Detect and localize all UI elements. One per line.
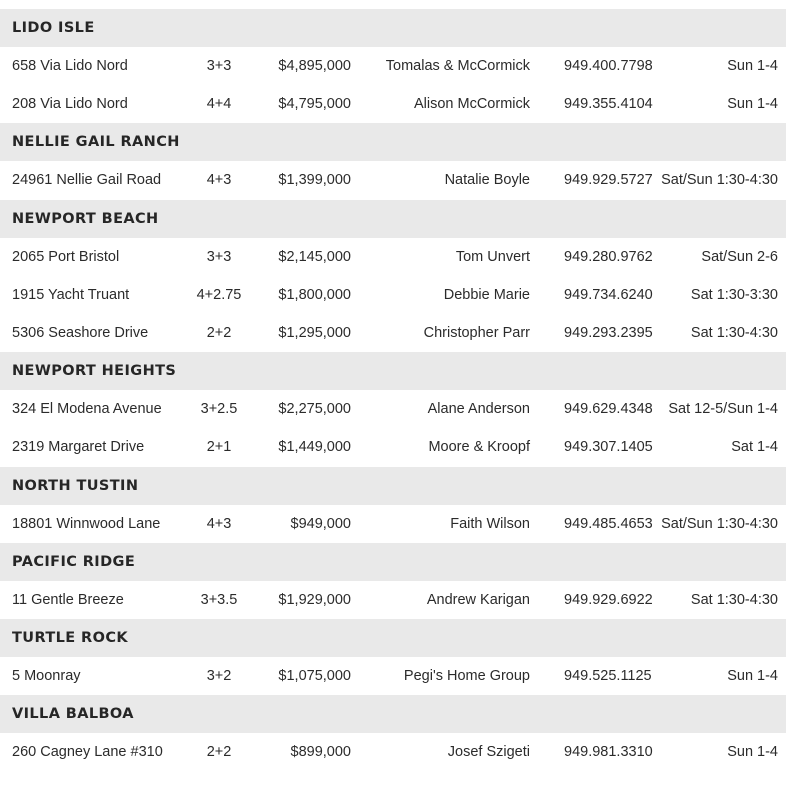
section-header: PACIFIC RIDGE [0,543,786,581]
listing-row [0,161,786,199]
phone: 949.400.7798 [564,58,653,75]
price: $2,275,000 [278,401,351,418]
address: 260 Cagney Lane #310 [12,744,163,761]
agent: Josef Szigeti [447,744,530,761]
bed-bath: 4+3 [206,515,232,532]
address: 11 Gentle Breeze [12,591,124,608]
listing-row [0,581,786,619]
agent: Moore & Kroopf [428,439,530,456]
price: $1,449,000 [278,439,351,456]
price: $1,399,000 [278,172,351,189]
bed-bath: 2+2 [206,325,232,342]
agent: Alane Anderson [427,401,530,418]
listing-row [0,390,786,428]
agent: Andrew Karigan [426,591,530,608]
agent: Debbie Marie [443,286,530,303]
bed-bath: 3+3 [206,248,232,265]
agent: Natalie Boyle [444,172,530,189]
listing-row [0,276,786,314]
listing-row [0,47,786,85]
open-time: Sun 1-4 [727,58,778,75]
bed-bath: 4+3 [206,172,232,189]
open-time: Sat 1-4 [731,439,778,456]
address: 18801 Winnwood Lane [12,515,161,532]
address: 1915 Yacht Truant [12,286,130,303]
price: $4,795,000 [278,96,351,113]
open-time: Sun 1-4 [727,667,778,684]
agent: Pegi's Home Group [403,667,530,684]
open-time: Sat/Sun 1:30-4:30 [661,515,778,532]
phone: 949.485.4653 [564,515,653,532]
phone: 949.525.1125 [564,667,652,684]
address: 24961 Nellie Gail Road [12,172,162,189]
price: $1,800,000 [278,286,351,303]
bed-bath: 3+3 [206,58,232,75]
listing-row [0,505,786,543]
open-time: Sun 1-4 [727,744,778,761]
address: 2065 Port Bristol [12,248,120,265]
address: 324 El Modena Avenue [12,401,162,418]
bed-bath: 3+3.5 [200,591,238,608]
phone: 949.929.6922 [564,591,653,608]
phone: 949.280.9762 [564,248,653,265]
open-time: Sat/Sun 1:30-4:30 [661,172,778,189]
address: 658 Via Lido Nord [12,58,128,75]
price: $1,075,000 [278,667,351,684]
listing-row [0,428,786,466]
section-header: NELLIE GAIL RANCH [0,123,786,161]
price: $949,000 [290,515,351,532]
section-header: VILLA BALBOA [0,695,786,733]
open-time: Sat 1:30-3:30 [690,286,778,303]
price: $1,929,000 [278,591,351,608]
open-time: Sat 1:30-4:30 [690,325,778,342]
price: $899,000 [290,744,351,761]
open-time: Sat 12-5/Sun 1-4 [668,401,778,418]
address: 208 Via Lido Nord [12,96,128,113]
bed-bath: 3+2.5 [200,401,238,418]
bed-bath: 3+2 [206,667,232,684]
agent: Alison McCormick [413,96,530,113]
bed-bath: 4+2.75 [196,286,242,303]
bed-bath: 4+4 [206,96,232,113]
bed-bath: 2+2 [206,744,232,761]
listing-row [0,733,786,771]
price: $1,295,000 [278,325,351,342]
price: $2,145,000 [278,248,351,265]
listing-row [0,657,786,695]
section-header: LIDO ISLE [0,9,786,47]
section-header: NEWPORT HEIGHTS [0,352,786,390]
address: 2319 Margaret Drive [12,439,145,456]
agent: Tomalas & McCormick [385,58,530,75]
phone: 949.929.5727 [564,172,653,189]
section-header: TURTLE ROCK [0,619,786,657]
open-time: Sun 1-4 [727,96,778,113]
section-header: NEWPORT BEACH [0,200,786,238]
address: 5 Moonray [12,667,81,684]
open-time: Sat 1:30-4:30 [690,591,778,608]
phone: 949.981.3310 [564,744,653,761]
listing-row [0,238,786,276]
phone: 949.293.2395 [564,325,653,342]
phone: 949.629.4348 [564,401,653,418]
bed-bath: 2+1 [206,439,232,456]
open-time: Sat/Sun 2-6 [701,248,778,265]
open-house-listings [0,9,786,771]
phone: 949.355.4104 [564,96,653,113]
price: $4,895,000 [278,58,351,75]
address: 5306 Seashore Drive [12,325,149,342]
phone: 949.307.1405 [564,439,653,456]
agent: Tom Unvert [455,248,530,265]
listing-row [0,314,786,352]
phone: 949.734.6240 [564,286,653,303]
section-header: NORTH TUSTIN [0,467,786,505]
listing-row [0,85,786,123]
agent: Christopher Parr [423,325,530,342]
agent: Faith Wilson [450,515,530,532]
